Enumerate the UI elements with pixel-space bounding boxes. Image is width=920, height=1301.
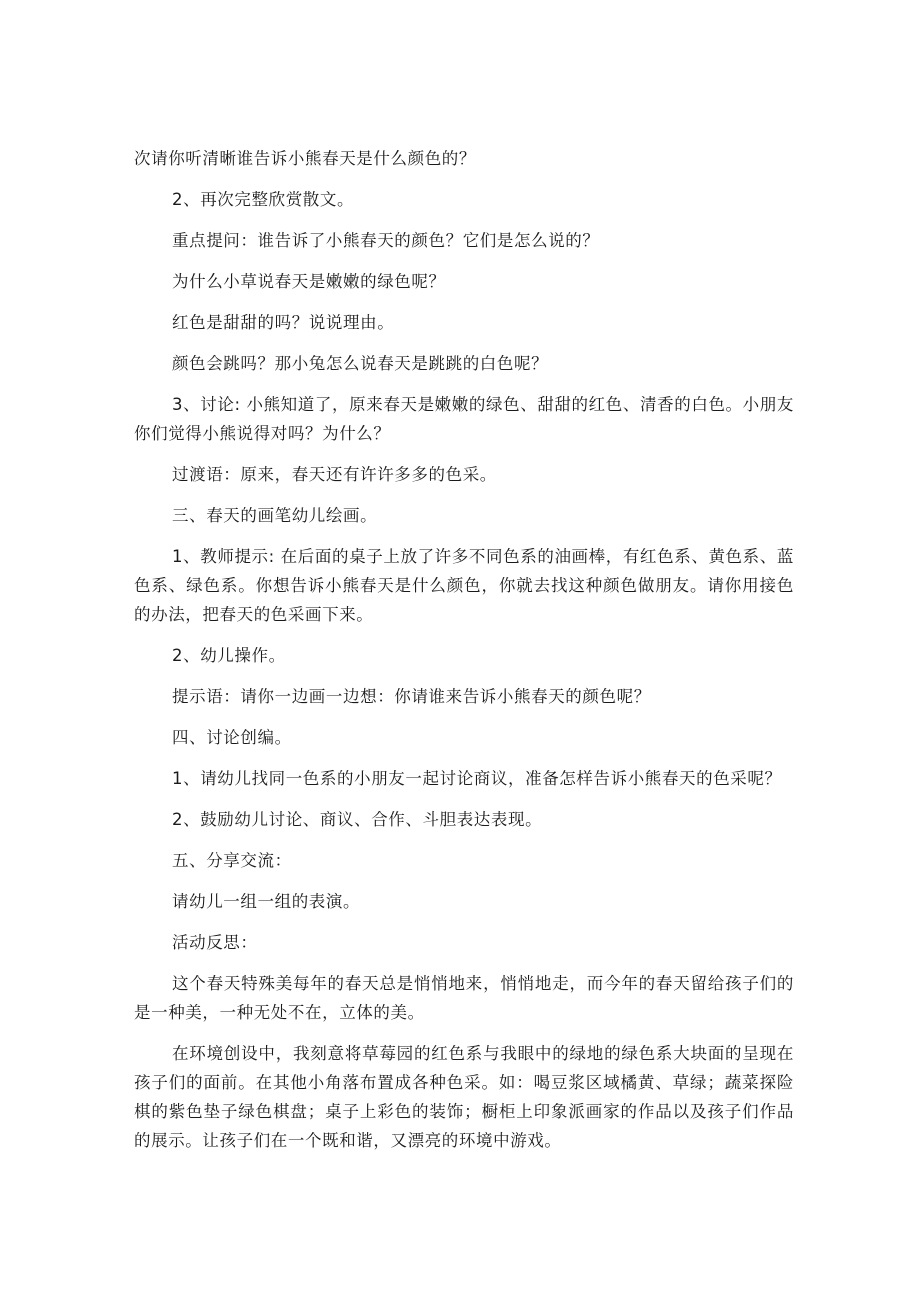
paragraph-child-operation: 2、幼儿操作。 [172, 646, 286, 665]
paragraph-teacher-hint: 1、教师提示: 在后面的桌子上放了许多不同色系的油画棒，有红色系、黄色系、蓝色系、绿色系。你想告诉小熊春天是什么颜色，你就去找这种颜色做朋友。请你用接色的办法，把春天的色采画下来。 [134, 547, 794, 624]
paragraph-key-question: 重点提问：谁告诉了小熊春天的颜色？它们是怎么说的？ [172, 231, 600, 250]
heading-section-3: 三、春天的画笔幼儿绘画。 [172, 506, 378, 525]
heading-section-5: 五、分享交流： [172, 851, 292, 870]
paragraph-question-intro: 次请你听清晰谁告诉小熊春天是什么颜色的？ [134, 149, 476, 168]
paragraph-encourage: 2、鼓励幼儿讨论、商议、合作、斗胆表达表现。 [172, 810, 543, 829]
paragraph-reflection-2: 在环境创设中，我刻意将草莓园的红色系与我眼中的绿地的绿色系大块面的呈现在孩子们的面前。在其他小角落布置成各种色采。如：喝豆浆区域橘黄、草绿；蔬菜探险棋的紫色垫子绿色棋盘；桌子上彩色的装饰；橱柜上印象派画家的作品以及孩子们作品的展示。让孩子们在一个既和谐，又漂亮的环境中游戏。 [134, 1044, 794, 1150]
heading-reflection: 活动反思： [172, 933, 258, 952]
paragraph-step-2-appreciate: 2、再次完整欣赏散文。 [172, 190, 355, 209]
paragraph-prompt: 提示语：请你一边画一边想：你请谁来告诉小熊春天的颜色呢？ [172, 687, 651, 706]
paragraph-reflection-1: 这个春天特殊美每年的春天总是悄悄地来，悄悄地走，而今年的春天留给孩子们的是一种美，一种无处不在，立体的美。 [134, 974, 794, 1022]
heading-section-4: 四、讨论创编。 [172, 728, 292, 747]
paragraph-grass-question: 为什么小草说春天是嫩嫩的绿色呢？ [172, 272, 446, 291]
paragraph-red-question: 红色是甜甜的吗？说说理由。 [172, 313, 395, 332]
paragraph-performance: 请幼儿一组一组的表演。 [172, 892, 361, 911]
document-body [134, 144, 794, 1155]
paragraph-jump-question: 颜色会跳吗？那小兔怎么说春天是跳跳的白色呢？ [172, 354, 549, 373]
paragraph-group-discussion: 1、请幼儿找同一色系的小朋友一起讨论商议，准备怎样告诉小熊春天的色采呢？ [172, 769, 782, 788]
paragraph-transition: 过渡语：原来，春天还有许许多多的色采。 [172, 465, 497, 484]
paragraph-step-3-discuss: 3、讨论: 小熊知道了，原来春天是嫩嫩的绿色、甜甜的红色、清香的白色。小朋友你们觉得小熊说得对吗？为什么？ [134, 395, 794, 443]
